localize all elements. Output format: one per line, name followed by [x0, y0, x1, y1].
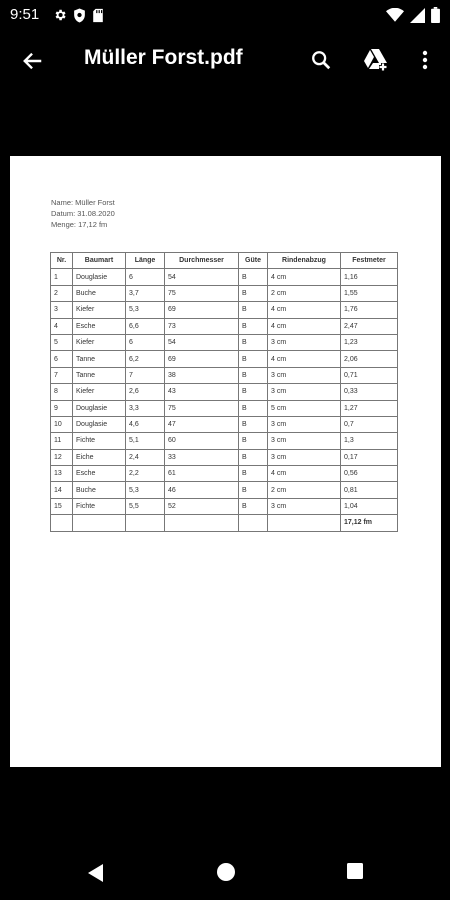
table-cell: B	[239, 498, 268, 514]
table-cell: 6	[126, 334, 165, 350]
signal-icon	[410, 8, 425, 23]
table-cell: 3 cm	[268, 433, 341, 449]
table-cell: 4 cm	[268, 302, 341, 318]
battery-icon	[431, 7, 440, 23]
table-cell: B	[239, 351, 268, 367]
nav-recents-icon[interactable]	[346, 862, 364, 880]
app-bar	[0, 30, 450, 92]
table-header-cell: Länge	[126, 253, 165, 269]
table-cell: 4 cm	[268, 269, 341, 285]
wifi-icon	[386, 8, 404, 22]
table-cell: Tanne	[73, 367, 126, 383]
gear-icon	[53, 8, 67, 22]
table-cell: Tanne	[73, 351, 126, 367]
table-cell: B	[239, 269, 268, 285]
search-icon	[310, 49, 332, 71]
table-cell: 14	[51, 482, 73, 498]
table-cell: 0,81	[341, 482, 398, 498]
table-cell: Buche	[73, 285, 126, 301]
table-row	[51, 384, 398, 400]
table-total-cell	[51, 515, 73, 531]
table-cell: 52	[165, 498, 239, 514]
table-total-cell	[268, 515, 341, 531]
table-header-cell: Güte	[239, 253, 268, 269]
table-cell: 9	[51, 400, 73, 416]
table-total-cell	[165, 515, 239, 531]
table-cell: B	[239, 384, 268, 400]
pdf-page[interactable]	[10, 156, 441, 767]
table-cell: 5 cm	[268, 400, 341, 416]
document-info	[51, 197, 115, 230]
table-cell: 10	[51, 416, 73, 432]
table-cell: Fichte	[73, 433, 126, 449]
table-cell: B	[239, 318, 268, 334]
data-table	[50, 252, 398, 532]
table-cell: 0,56	[341, 466, 398, 482]
table-cell: 2,6	[126, 384, 165, 400]
table-cell: 2 cm	[268, 482, 341, 498]
status-bar	[0, 0, 450, 30]
table-cell: 0,17	[341, 449, 398, 465]
table-cell: 6	[126, 269, 165, 285]
table-cell: B	[239, 433, 268, 449]
table-cell: 1	[51, 269, 73, 285]
status-time: 9:51	[10, 6, 40, 23]
table-cell: B	[239, 466, 268, 482]
table-cell: 75	[165, 285, 239, 301]
arrow-back-icon	[22, 50, 44, 72]
table-cell: Kiefer	[73, 302, 126, 318]
table-total-cell	[126, 515, 165, 531]
table-cell: Esche	[73, 318, 126, 334]
table-cell: 6	[51, 351, 73, 367]
doc-name: Name: Müller Forst	[51, 198, 115, 207]
table-cell: 61	[165, 466, 239, 482]
table-cell: 11	[51, 433, 73, 449]
table-cell: Douglasie	[73, 400, 126, 416]
table-cell: 5,1	[126, 433, 165, 449]
table-cell: 13	[51, 466, 73, 482]
table-row	[51, 351, 398, 367]
table-cell: B	[239, 400, 268, 416]
table-cell: 1,04	[341, 498, 398, 514]
table-cell: 38	[165, 367, 239, 383]
table-cell: 6,2	[126, 351, 165, 367]
table-header-cell: Baumart	[73, 253, 126, 269]
table-cell: 46	[165, 482, 239, 498]
table-header-cell: Festmeter	[341, 253, 398, 269]
table-cell: Douglasie	[73, 416, 126, 432]
table-row	[51, 433, 398, 449]
table-row	[51, 318, 398, 334]
table-cell: 3 cm	[268, 367, 341, 383]
table-cell: 3 cm	[268, 416, 341, 432]
table-cell: 3,7	[126, 285, 165, 301]
table-cell: B	[239, 449, 268, 465]
table-cell: 3,3	[126, 400, 165, 416]
table-cell: Kiefer	[73, 384, 126, 400]
table-row	[51, 334, 398, 350]
table-cell: 0,7	[341, 416, 398, 432]
table-cell: 3 cm	[268, 498, 341, 514]
table-cell: 15	[51, 498, 73, 514]
search-button[interactable]	[306, 45, 336, 75]
table-cell: 69	[165, 351, 239, 367]
navigation-bar	[0, 846, 450, 900]
table-cell: B	[239, 302, 268, 318]
table-row	[51, 416, 398, 432]
table-header-cell: Durchmesser	[165, 253, 239, 269]
table-cell: 1,76	[341, 302, 398, 318]
doc-amount: Menge: 17,12 fm	[51, 220, 108, 229]
table-cell: 3	[51, 302, 73, 318]
table-total-cell	[239, 515, 268, 531]
table-cell: 0,71	[341, 367, 398, 383]
table-cell: 60	[165, 433, 239, 449]
table-cell: 7	[51, 367, 73, 383]
table-cell: B	[239, 367, 268, 383]
table-cell: 2,4	[126, 449, 165, 465]
table-cell: 2,47	[341, 318, 398, 334]
table-total-cell: 17,12 fm	[341, 515, 398, 531]
table-cell: Esche	[73, 466, 126, 482]
table-cell: Fichte	[73, 498, 126, 514]
table-header-row	[51, 253, 398, 269]
table-cell: 8	[51, 384, 73, 400]
table-cell: 4	[51, 318, 73, 334]
nav-back-icon[interactable]	[86, 862, 106, 884]
table-cell: 5,3	[126, 302, 165, 318]
table-cell: B	[239, 416, 268, 432]
table-cell: 75	[165, 400, 239, 416]
table-cell: B	[239, 285, 268, 301]
table-cell: 47	[165, 416, 239, 432]
page-title: Müller Forst.pdf	[84, 46, 243, 69]
table-row	[51, 302, 398, 318]
table-row	[51, 498, 398, 514]
table-cell: 4,6	[126, 416, 165, 432]
table-cell: 2 cm	[268, 285, 341, 301]
table-cell: Kiefer	[73, 334, 126, 350]
table-cell: 5,3	[126, 482, 165, 498]
more-options-button[interactable]	[414, 45, 436, 75]
table-cell: 33	[165, 449, 239, 465]
table-cell: 4 cm	[268, 318, 341, 334]
drive-add-icon	[362, 47, 390, 73]
table-cell: 1,55	[341, 285, 398, 301]
shield-icon	[73, 8, 86, 23]
table-cell: 4 cm	[268, 466, 341, 482]
table-cell: 1,23	[341, 334, 398, 350]
table-cell: 54	[165, 269, 239, 285]
table-cell: 1,27	[341, 400, 398, 416]
doc-date: Datum: 31.08.2020	[51, 209, 115, 218]
table-cell: 0,33	[341, 384, 398, 400]
table-row	[51, 400, 398, 416]
more-vert-icon	[422, 50, 428, 70]
table-cell: 43	[165, 384, 239, 400]
table-row	[51, 367, 398, 383]
table-row	[51, 466, 398, 482]
table-cell: 3 cm	[268, 449, 341, 465]
table-cell: 54	[165, 334, 239, 350]
nav-home-icon[interactable]	[216, 862, 236, 882]
table-row	[51, 269, 398, 285]
table-cell: 3 cm	[268, 334, 341, 350]
table-cell: 5,5	[126, 498, 165, 514]
sd-card-icon	[92, 8, 104, 23]
table-row	[51, 285, 398, 301]
table-header-cell: Rindenabzug	[268, 253, 341, 269]
table-cell: B	[239, 334, 268, 350]
table-total-row	[51, 515, 398, 531]
table-cell: 69	[165, 302, 239, 318]
table-cell: B	[239, 482, 268, 498]
back-button[interactable]	[16, 46, 50, 76]
table-row	[51, 449, 398, 465]
table-cell: Douglasie	[73, 269, 126, 285]
table-cell: 4 cm	[268, 351, 341, 367]
table-cell: Eiche	[73, 449, 126, 465]
table-cell: 73	[165, 318, 239, 334]
table-cell: 5	[51, 334, 73, 350]
table-row	[51, 482, 398, 498]
table-cell: 3 cm	[268, 384, 341, 400]
add-to-drive-button[interactable]	[360, 45, 392, 75]
table-cell: 12	[51, 449, 73, 465]
table-cell: Buche	[73, 482, 126, 498]
table-total-cell	[73, 515, 126, 531]
table-cell: 2,2	[126, 466, 165, 482]
table-cell: 2,06	[341, 351, 398, 367]
table-cell: 6,6	[126, 318, 165, 334]
table-cell: 7	[126, 367, 165, 383]
table-header-cell: Nr.	[51, 253, 73, 269]
table-cell: 2	[51, 285, 73, 301]
table-cell: 1,3	[341, 433, 398, 449]
table-cell: 1,16	[341, 269, 398, 285]
